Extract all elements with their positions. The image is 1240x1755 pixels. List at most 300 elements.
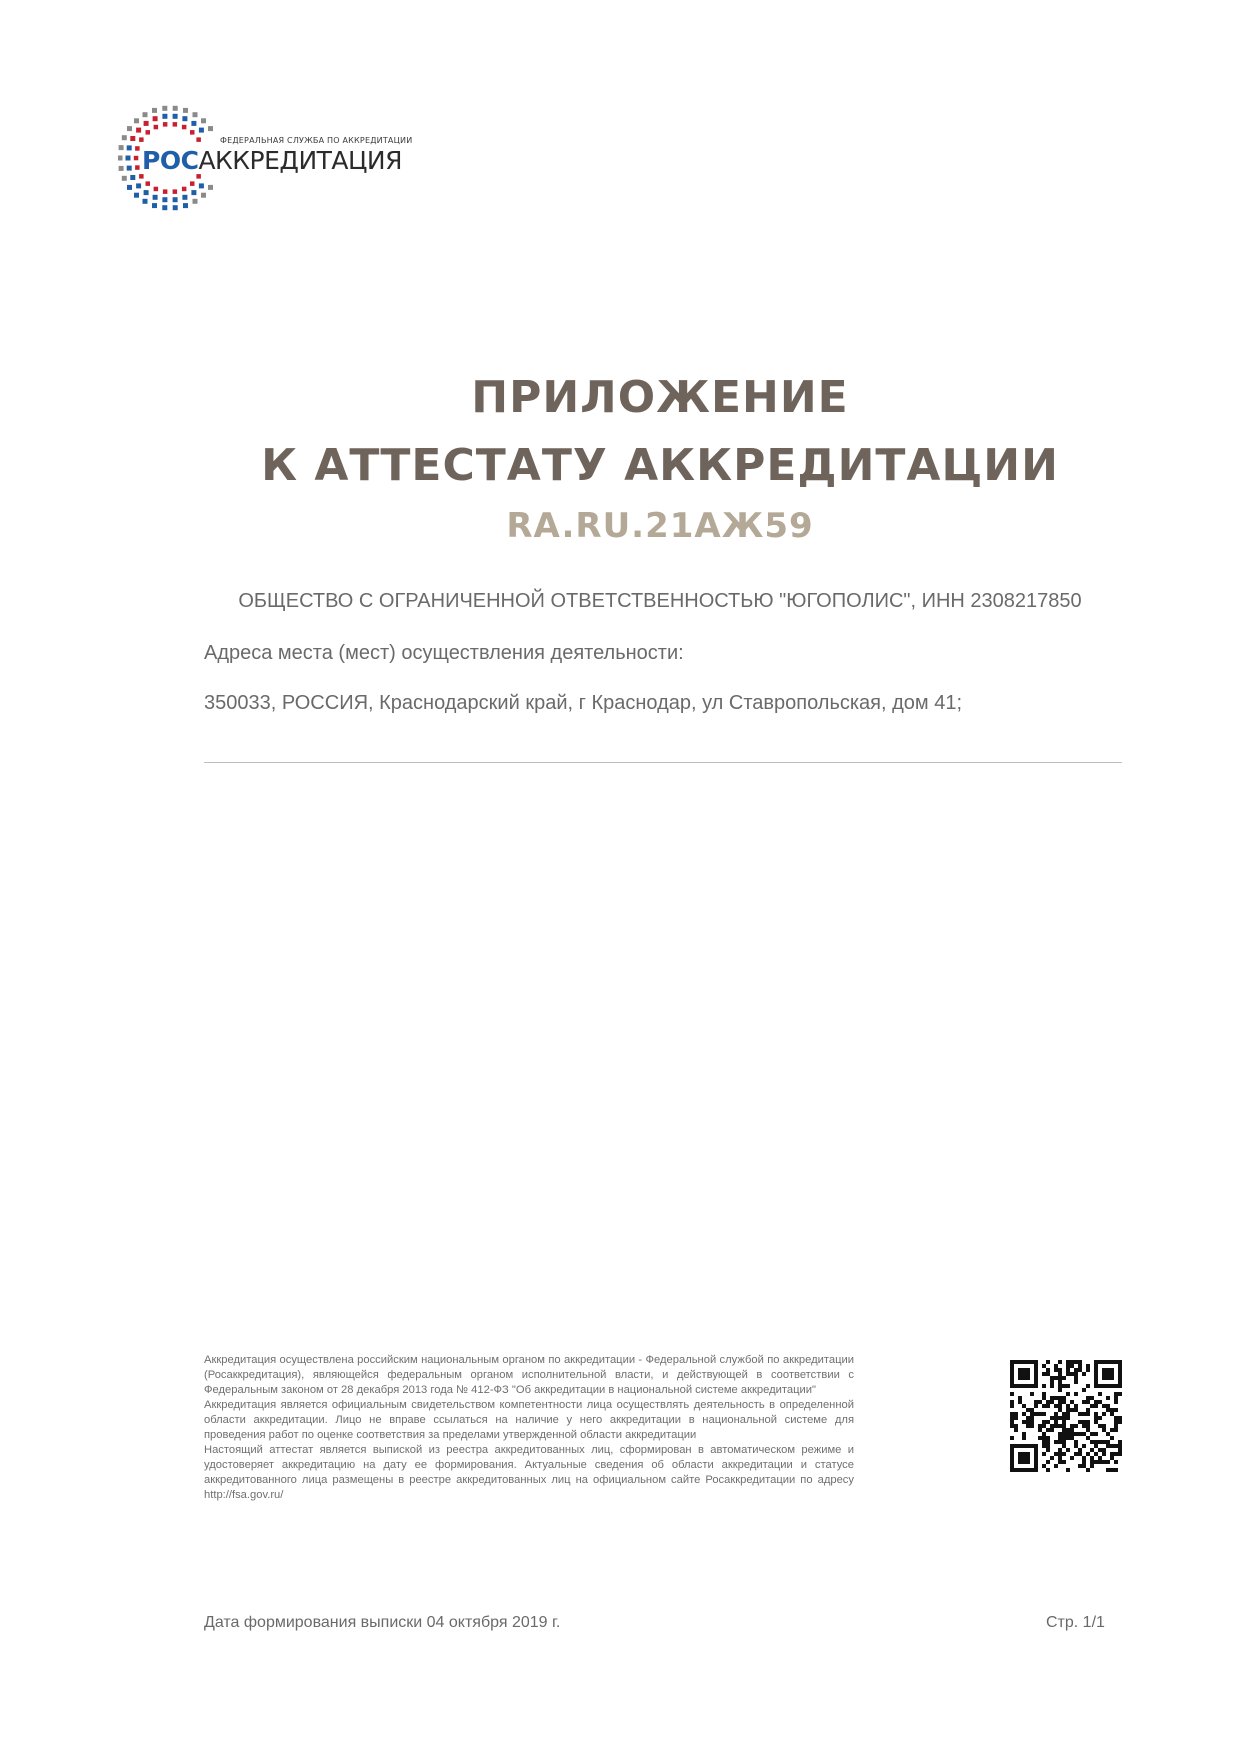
qr-module [1054, 1420, 1058, 1424]
qr-module [1070, 1400, 1074, 1404]
emblem-dot [127, 126, 132, 131]
qr-module [1054, 1368, 1058, 1372]
emblem-dot [122, 135, 127, 140]
qr-module [1086, 1452, 1090, 1456]
qr-module [1050, 1424, 1054, 1428]
qr-module [1046, 1420, 1050, 1424]
qr-module [1114, 1444, 1118, 1448]
qr-module [1026, 1424, 1030, 1428]
qr-module [1046, 1460, 1050, 1464]
qr-module [1098, 1392, 1102, 1396]
qr-module [1022, 1432, 1026, 1436]
emblem-dot [173, 189, 178, 194]
qr-module [1050, 1376, 1054, 1380]
qr-module [1014, 1424, 1018, 1428]
qr-module [1090, 1432, 1094, 1436]
qr-module [1094, 1452, 1098, 1456]
qr-module [1054, 1376, 1058, 1380]
qr-module [1086, 1468, 1090, 1472]
qr-module [1010, 1400, 1014, 1404]
qr-module [1066, 1468, 1070, 1472]
qr-module [1098, 1460, 1102, 1464]
emblem-dot [118, 156, 123, 161]
qr-module [1098, 1440, 1102, 1444]
qr-module [1074, 1404, 1078, 1408]
qr-module [1030, 1412, 1034, 1416]
qr-module [1042, 1424, 1046, 1428]
qr-module [1010, 1412, 1014, 1416]
qr-module [1050, 1416, 1054, 1420]
emblem-dot [143, 112, 148, 117]
note-paragraph-3: Настоящий аттестат является выпиской из реестра аккредитованных лиц, сформирован в автоматическом режиме и удостоверяет аккредитацию на дату ее формирования. Актуальные сведения об области аккредитации и статусе аккредитованного лица размещены в реестре аккредитованных лиц на официальном сайте Росаккредитации по адресу http://fsa.gov.ru/ [204, 1444, 854, 1501]
qr-module [1118, 1420, 1122, 1424]
qr-module [1110, 1408, 1114, 1412]
qr-module [1086, 1400, 1090, 1404]
qr-module [1010, 1436, 1014, 1440]
qr-module [1062, 1424, 1066, 1428]
emblem-dot [193, 112, 198, 117]
qr-module [1066, 1416, 1070, 1420]
qr-module [1070, 1436, 1074, 1440]
emblem-dot [191, 121, 196, 126]
qr-module [1086, 1436, 1090, 1440]
qr-module [1066, 1384, 1070, 1388]
qr-module [1066, 1392, 1070, 1396]
qr-module [1026, 1420, 1030, 1424]
qr-module [1110, 1456, 1114, 1460]
qr-module [1078, 1364, 1082, 1368]
qr-module [1014, 1412, 1018, 1416]
qr-module [1082, 1464, 1086, 1468]
qr-module [1110, 1436, 1114, 1440]
qr-module [1074, 1408, 1078, 1412]
emblem-dot [139, 137, 144, 142]
qr-module [1034, 1400, 1038, 1404]
emblem-dot [136, 183, 141, 188]
emblem-dot [208, 185, 213, 190]
qr-module [1046, 1440, 1050, 1444]
qr-module [1070, 1372, 1074, 1376]
qr-module [1090, 1404, 1094, 1408]
emblem-dot [146, 181, 151, 186]
emblem-dot [153, 195, 158, 200]
qr-module [1098, 1416, 1102, 1420]
qr-module [1114, 1452, 1118, 1456]
emblem-dot [193, 199, 198, 204]
qr-module [1050, 1380, 1054, 1384]
qr-module [1090, 1456, 1094, 1460]
emblem-dot [130, 175, 135, 180]
qr-module [1058, 1456, 1062, 1460]
emblem-dot [199, 128, 204, 133]
qr-module [1022, 1420, 1026, 1424]
qr-module [1058, 1396, 1062, 1400]
qr-module [1074, 1372, 1078, 1376]
qr-module [1066, 1372, 1070, 1376]
qr-module [1058, 1400, 1062, 1404]
emblem-dot [154, 125, 159, 130]
emblem-dot [146, 130, 151, 135]
qr-module [1042, 1364, 1046, 1368]
qr-module [1050, 1396, 1054, 1400]
qr-module [1034, 1412, 1038, 1416]
qr-module [1082, 1412, 1086, 1416]
qr-module [1046, 1468, 1050, 1472]
qr-module [1042, 1372, 1046, 1376]
note-paragraph-2: Аккредитация является официальным свидетельством компетентности лица осуществлять деятельность в определенной области аккредитации. Лицо не вправе ссылаться на наличие у него аккредитации в национальной системе для проведения работ по оценке соответствия за пределами утвержденной области аккредитации [204, 1399, 854, 1441]
qr-module [1042, 1412, 1046, 1416]
qr-module [1026, 1408, 1030, 1412]
qr-module [1106, 1460, 1110, 1464]
qr-module [1010, 1416, 1014, 1420]
qr-module [1042, 1444, 1046, 1448]
qr-module [1010, 1424, 1014, 1428]
emblem-dot [173, 106, 178, 111]
qr-module [1090, 1464, 1094, 1468]
qr-module [1074, 1452, 1078, 1456]
emblem-dot [127, 166, 132, 171]
qr-module [1054, 1396, 1058, 1400]
qr-module [1114, 1408, 1118, 1412]
qr-module [1058, 1404, 1062, 1408]
qr-module [1098, 1448, 1102, 1452]
emblem-dot [191, 190, 196, 195]
qr-module [1082, 1420, 1086, 1424]
qr-module [1114, 1468, 1118, 1472]
qr-module [1022, 1412, 1026, 1416]
qr-module [1042, 1392, 1046, 1396]
qr-module [1054, 1424, 1058, 1428]
qr-module [1046, 1404, 1050, 1408]
emblem-dot [173, 114, 178, 119]
qr-module [1062, 1376, 1066, 1380]
qr-module [1114, 1420, 1118, 1424]
page-number: Стр. 1/1 [1046, 1614, 1105, 1631]
emblem-dot [135, 165, 140, 170]
qr-module [1042, 1436, 1046, 1440]
emblem-dot [143, 199, 148, 204]
qr-module [1118, 1440, 1122, 1444]
emblem-dot [154, 187, 159, 192]
qr-module [1074, 1432, 1078, 1436]
qr-module [1090, 1448, 1094, 1452]
qr-module [1082, 1400, 1086, 1404]
qr-module [1078, 1448, 1082, 1452]
qr-module [1030, 1416, 1034, 1420]
qr-module [1062, 1428, 1066, 1432]
qr-module [1102, 1424, 1106, 1428]
qr-module [1074, 1440, 1078, 1444]
qr-module [1010, 1420, 1014, 1424]
qr-module [1058, 1440, 1062, 1444]
emblem-dot [183, 203, 188, 208]
qr-module [1050, 1456, 1054, 1460]
qr-module [1086, 1428, 1090, 1432]
qr-module [1058, 1460, 1062, 1464]
qr-module [1118, 1444, 1122, 1448]
emblem-dot [182, 195, 187, 200]
emblem-dot [162, 205, 167, 210]
emblem-dot [144, 121, 149, 126]
qr-module [1046, 1360, 1050, 1364]
qr-module [1106, 1404, 1110, 1408]
qr-module [1042, 1440, 1046, 1444]
qr-module [1094, 1412, 1098, 1416]
address-value: 350033, РОССИЯ, Краснодарский край, г Краснодар, ул Ставропольская, дом 41; [204, 692, 963, 714]
logo-name-akk: АККРЕДИТАЦИЯ [198, 146, 402, 175]
qr-module [1014, 1428, 1018, 1432]
qr-module [1078, 1432, 1082, 1436]
emblem-dot [119, 166, 124, 171]
qr-module [1066, 1448, 1070, 1452]
qr-module [1054, 1404, 1058, 1408]
qr-module [1094, 1420, 1098, 1424]
qr-module [1070, 1428, 1074, 1432]
qr-module [1094, 1440, 1098, 1444]
qr-module [1054, 1364, 1058, 1368]
emblem-dot [152, 203, 157, 208]
qr-module [1070, 1432, 1074, 1436]
qr-module [1114, 1460, 1118, 1464]
qr-module [1058, 1372, 1062, 1376]
qr-module [1078, 1412, 1082, 1416]
qr-module [1086, 1412, 1090, 1416]
qr-module [1082, 1456, 1086, 1460]
qr-module [1082, 1388, 1086, 1392]
logo-subtitle: ФЕДЕРАЛЬНАЯ СЛУЖБА ПО АККРЕДИТАЦИИ [220, 136, 413, 145]
qr-module [1086, 1396, 1090, 1400]
emblem-dot [144, 190, 149, 195]
qr-module [1018, 1368, 1030, 1380]
emblem-dot [182, 116, 187, 121]
qr-module [1102, 1428, 1106, 1432]
qr-module [1066, 1412, 1070, 1416]
qr-module [1030, 1420, 1034, 1424]
qr-module [1102, 1448, 1106, 1452]
emblem-dot [173, 205, 178, 210]
emblem-dot [201, 193, 206, 198]
qr-module [1062, 1440, 1066, 1444]
qr-module [1106, 1432, 1110, 1436]
qr-module [1094, 1416, 1098, 1420]
qr-module [1078, 1420, 1082, 1424]
emblem-dot [173, 122, 178, 127]
qr-module [1038, 1436, 1042, 1440]
logo-name-ros: РОС [142, 146, 199, 175]
qr-module [1042, 1452, 1046, 1456]
qr-module [1058, 1424, 1062, 1428]
qr-module [1046, 1428, 1050, 1432]
qr-module [1102, 1404, 1106, 1408]
qr-module [1118, 1448, 1122, 1452]
qr-module [1058, 1360, 1062, 1364]
qr-module [1042, 1404, 1046, 1408]
qr-module [1030, 1408, 1034, 1412]
qr-module [1102, 1368, 1114, 1380]
qr-module [1054, 1452, 1058, 1456]
qr-module [1082, 1432, 1086, 1436]
qr-module [1046, 1436, 1050, 1440]
qr-module [1098, 1424, 1102, 1428]
emblem-dot [119, 145, 124, 150]
qr-module [1066, 1368, 1070, 1372]
qr-module [1110, 1428, 1114, 1432]
qr-module [1070, 1360, 1074, 1364]
qr-module [1078, 1452, 1082, 1456]
qr-module [1098, 1456, 1102, 1460]
note-paragraph-1: Аккредитация осуществлена российским национальным органом по аккредитации - Федеральной службой по аккредитации (Росаккредитация), являющейся федеральным органом исполнительной власти, и действующей в соответствии с Федеральным законом от 28 декабря 2013 года № 412-ФЗ "Об аккредитации в национальной системе аккредитации" [204, 1354, 854, 1396]
accreditation-note [204, 1353, 854, 1503]
qr-module [1050, 1400, 1054, 1404]
emblem-dot [134, 193, 139, 198]
qr-module [1066, 1436, 1070, 1440]
qr-module [1086, 1364, 1090, 1368]
qr-module [1106, 1408, 1110, 1412]
qr-module [1058, 1452, 1062, 1456]
qr-module [1014, 1416, 1018, 1420]
generation-date: Дата формирования выписки 04 октября 2019 г. [204, 1614, 561, 1631]
emblem-dot [134, 118, 139, 123]
qr-module [1094, 1460, 1098, 1464]
qr-module [1102, 1452, 1106, 1456]
qr-module [1114, 1396, 1118, 1400]
qr-module [1106, 1440, 1110, 1444]
qr-module [1062, 1420, 1066, 1424]
qr-module [1066, 1408, 1070, 1412]
qr-module [1090, 1460, 1094, 1464]
qr-module [1062, 1452, 1066, 1456]
emblem-dot [122, 176, 127, 181]
qr-module [1074, 1376, 1078, 1380]
qr-module [1042, 1464, 1046, 1468]
qr-module [1062, 1396, 1066, 1400]
qr-code-icon [1010, 1360, 1122, 1472]
registration-number: RA.RU.21АЖ59 [506, 506, 814, 546]
qr-module [1086, 1420, 1090, 1424]
qr-module [1026, 1416, 1030, 1420]
qr-module [1058, 1408, 1062, 1412]
emblem-dot [135, 146, 140, 151]
qr-module [1066, 1360, 1070, 1364]
qr-module [1058, 1432, 1062, 1436]
qr-module [1054, 1416, 1058, 1420]
qr-module [1050, 1428, 1054, 1432]
qr-module [1106, 1396, 1110, 1400]
qr-module [1118, 1392, 1122, 1396]
qr-module [1106, 1468, 1110, 1472]
emblem-dot [152, 108, 157, 113]
emblem-dot [162, 114, 167, 119]
qr-module [1062, 1412, 1066, 1416]
qr-module [1074, 1424, 1078, 1428]
emblem-dot [163, 189, 168, 194]
emblem-dot [173, 197, 178, 202]
qr-module [1054, 1464, 1058, 1468]
qr-module [1110, 1444, 1114, 1448]
qr-module [1034, 1404, 1038, 1408]
qr-module [1074, 1392, 1078, 1396]
qr-module [1074, 1368, 1078, 1372]
logo-name [142, 146, 402, 175]
qr-module [1058, 1368, 1062, 1372]
qr-module [1094, 1444, 1098, 1448]
qr-module [1102, 1440, 1106, 1444]
qr-module [1074, 1444, 1078, 1448]
emblem-dot [153, 116, 158, 121]
rosaccreditation-logo [118, 100, 413, 220]
qr-module [1058, 1380, 1062, 1384]
emblem-dot [201, 118, 206, 123]
emblem-dot [190, 130, 195, 135]
qr-module [1062, 1400, 1066, 1404]
qr-module [1066, 1364, 1070, 1368]
qr-module [1066, 1432, 1070, 1436]
qr-module [1022, 1436, 1026, 1440]
qr-module [1102, 1460, 1106, 1464]
organization-name: ОБЩЕСТВО С ОГРАНИЧЕННОЙ ОТВЕТСТВЕННОСТЬЮ "ЮГОПОЛИС", ИНН 2308217850 [238, 590, 1082, 612]
qr-module [1070, 1424, 1074, 1428]
qr-module [1066, 1404, 1070, 1408]
qr-module [1070, 1364, 1074, 1368]
qr-module [1114, 1424, 1118, 1428]
qr-module [1042, 1396, 1046, 1400]
qr-module [1058, 1436, 1062, 1440]
qr-module [1030, 1392, 1034, 1396]
emblem-dot [130, 136, 135, 141]
qr-module [1078, 1368, 1082, 1372]
qr-module [1042, 1420, 1046, 1424]
qr-module [1010, 1392, 1014, 1396]
qr-module [1106, 1444, 1110, 1448]
emblem-dot [162, 106, 167, 111]
qr-module [1078, 1360, 1082, 1364]
emblem-dot [199, 183, 204, 188]
qr-module [1110, 1468, 1114, 1472]
emblem-dot [183, 108, 188, 113]
qr-module [1054, 1412, 1058, 1416]
document-title-line2: К АТТЕСТАТУ АККРЕДИТАЦИИ [261, 440, 1059, 491]
qr-module [1110, 1412, 1114, 1416]
qr-module [1058, 1376, 1062, 1380]
qr-module [1090, 1396, 1094, 1400]
qr-module [1114, 1400, 1118, 1404]
qr-module [1038, 1400, 1042, 1404]
qr-module [1038, 1412, 1042, 1416]
qr-module [1018, 1452, 1030, 1464]
qr-module [1070, 1456, 1074, 1460]
qr-module [1074, 1360, 1078, 1364]
qr-module [1094, 1432, 1098, 1436]
qr-module [1042, 1432, 1046, 1436]
divider [204, 762, 1122, 763]
qr-module [1102, 1412, 1106, 1416]
emblem-dot [196, 137, 201, 142]
qr-module [1062, 1416, 1066, 1420]
qr-module [1062, 1460, 1066, 1464]
qr-module [1118, 1452, 1122, 1456]
qr-module [1046, 1400, 1050, 1404]
qr-module [1070, 1408, 1074, 1412]
emblem-dot [127, 145, 132, 150]
qr-module [1114, 1416, 1118, 1420]
qr-module [1062, 1432, 1066, 1436]
emblem-dot [208, 126, 213, 131]
address-label: Адреса места (мест) осуществления деятельности: [204, 642, 684, 664]
document-title-line1: ПРИЛОЖЕНИЕ [471, 372, 849, 423]
qr-module [1018, 1400, 1022, 1404]
qr-module [1062, 1384, 1066, 1388]
qr-module [1058, 1388, 1062, 1392]
